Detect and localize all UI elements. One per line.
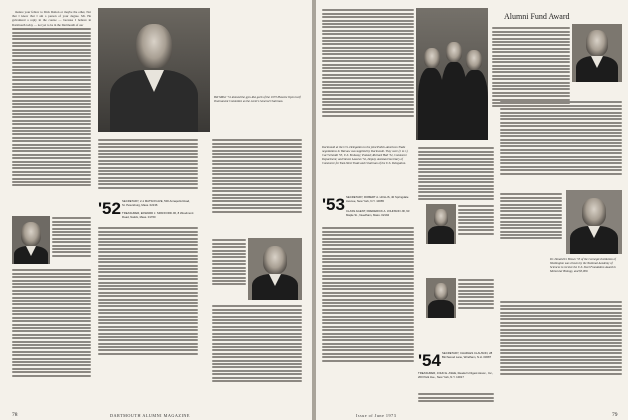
class-52-secretary: SECRETARY, 2-1 MATSON AVE, 500 Annapolis Road, St. Petersburg, Mass. 02136: [122, 199, 190, 207]
left-column-2-lower: [98, 226, 198, 356]
left-page-number: 78: [12, 412, 18, 418]
award-portrait: [572, 24, 622, 82]
class-53-secretary: SECRETARY, ROBERT A. HOLLIS, 40 Springdale Avenue, New York, N.Y. 10065: [346, 195, 409, 203]
right-portrait-small-2: [426, 278, 456, 318]
right-column-3: [500, 100, 622, 176]
right-footer: Issue of June 1973: [356, 413, 397, 418]
us-delegation-photo: [416, 8, 488, 140]
left-column-3-lower: [212, 304, 302, 383]
left-page: [0, 0, 312, 420]
class-53-year: '53: [322, 195, 345, 214]
right-column-1: [322, 8, 414, 118]
right-column-2: [492, 26, 570, 109]
left-column-3: [212, 138, 302, 214]
class-54-secretary: SECRETARY, CHARLES CLAUSON, 28 Birchwood Lane, Windham, N.H. 03087: [442, 351, 493, 359]
delegation-caption: Dartmouth at the U.S. Delegation to the joint Polish-American Trade negotiations in Warsaw was supplied by Dartmouth. They were (l. to r.) Carl Schmidt '53, U.S. Embassy; Poland; Richard Hall '52, Commerce Department; and Steven Lazarus '52, Deputy Assistant Secretary of Commerce for East-West Trade and Chairman of the U.S. Delegation.: [322, 145, 408, 165]
left-column-2: [98, 138, 198, 190]
class-54-year: '54: [418, 351, 441, 370]
left-column-1: [12, 10, 91, 188]
bill-miller-caption: Bill Miller '51 donned the gym-like garb of the 1973 Phoenix Open Golf Tournament Committee as the event's General Chairman.: [214, 95, 301, 103]
alumni-fund-award-title: Alumni Fund Award: [504, 12, 570, 21]
left-small-portrait: [12, 216, 50, 264]
donald-brown-portrait: [566, 190, 622, 254]
right-column-1-lower: [322, 226, 414, 363]
class-54-treasurer: TREASURER, JOHN E. ASHE, Reader's Digest Assoc., Inc., 200 Park Ave., New York, N.Y. 10017: [418, 371, 494, 379]
class-52-year: '52: [98, 199, 121, 218]
right-column-middle: [418, 146, 494, 202]
right-column-3-lower: [500, 300, 622, 376]
right-page-number: 79: [612, 412, 618, 418]
donald-brown-caption: Dr. Donald D. Brown '55 of the Carnegie Institution of Washington was chosen by the National Academy of Sciences to receive the U.S. Steel Foundation Award in Molecular Biology, and $5,000.: [550, 257, 616, 273]
left-col1-para: mature your fellow to Dick Dutton or maybe the other, Not that I know that I am a person of your degree. Mr. He galvanized a reply in the course — because I believe in Dartmouth today — not yet to be in the Dartmouth of our: [12, 10, 91, 27]
left-portrait-2: [248, 238, 302, 300]
bill-miller-photo: [98, 8, 210, 132]
right-page: [316, 0, 628, 420]
left-column-1-lower: [12, 268, 91, 378]
class-52-treasurer: TREASURER, EDWARD J. SPAFFORD JR, 8 Woodmont Road, Natick, Mass. 01760: [122, 211, 194, 219]
class-53-treasurer: CLASS AGENT, FREDERICK A. JOHNSON JR, 93 Maple St., Needham, Mass. 02194: [346, 209, 410, 217]
right-portrait-small-1: [426, 204, 456, 244]
left-footer: DARTMOUTH ALUMNI MAGAZINE: [110, 413, 190, 418]
